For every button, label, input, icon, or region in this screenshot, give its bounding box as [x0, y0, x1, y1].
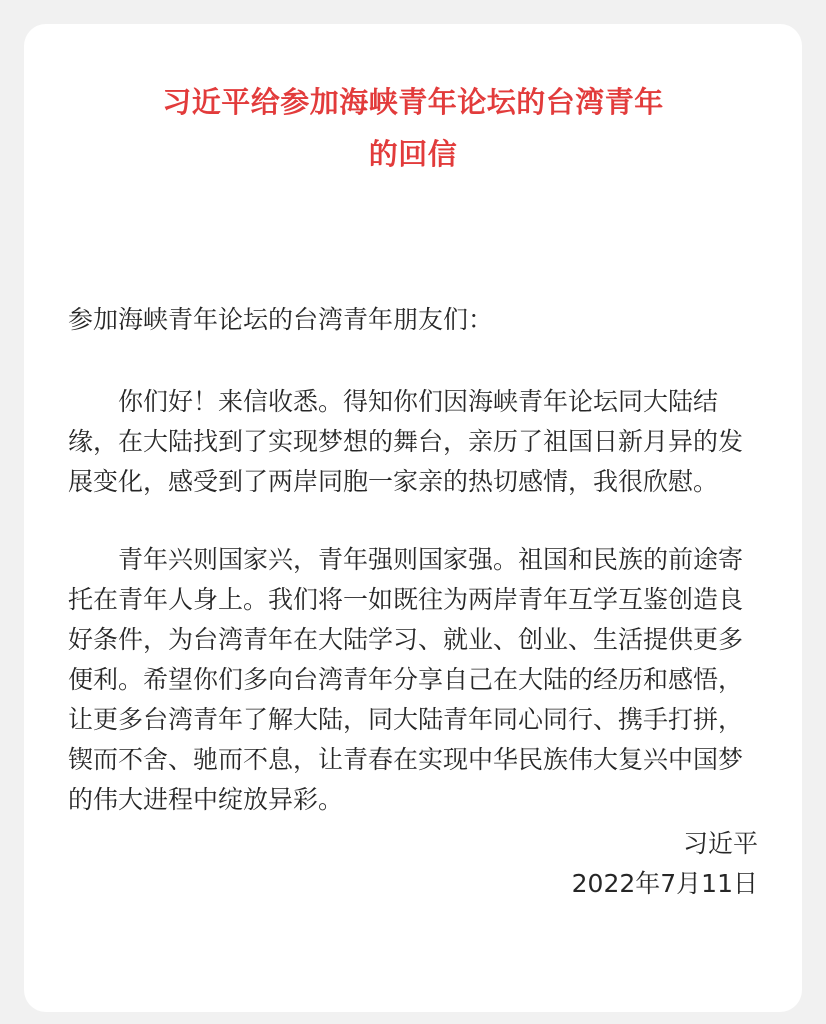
letter-title-line-1: 习近平给参加海峡青年论坛的台湾青年 — [162, 85, 664, 119]
letter-salutation: 参加海峡青年论坛的台湾青年朋友们： — [68, 305, 494, 334]
letter-signature: 习近平 — [682, 829, 758, 858]
letter-title-line-2: 的回信 — [368, 137, 458, 171]
paragraph-line: 你们好！来信收悉。得知你们因海峡青年论坛同大陆结 — [118, 387, 719, 416]
paragraph-line: 锲而不舍、驰而不息，让青春在实现中华民族伟大复兴中国梦 — [68, 745, 744, 774]
paragraph-line: 的伟大进程中绽放异彩。 — [68, 785, 344, 814]
paragraph-line: 好条件，为台湾青年在大陆学习、就业、创业、生活提供更多 — [68, 625, 744, 654]
paragraph-line: 展变化，感受到了两岸同胞一家亲的热切感情，我很欣慰。 — [68, 467, 719, 496]
paragraph-line: 让更多台湾青年了解大陆，同大陆青年同心同行、携手打拼， — [68, 705, 744, 734]
paragraph-line: 便利。希望你们多向台湾青年分享自己在大陆的经历和感悟， — [68, 665, 744, 694]
paragraph-line: 缘，在大陆找到了实现梦想的舞台，亲历了祖国日新月异的发 — [68, 427, 744, 456]
paragraph-line: 青年兴则国家兴，青年强则国家强。祖国和民族的前途寄 — [118, 545, 744, 574]
letter-paragraph-2 — [68, 540, 758, 820]
letter-card — [24, 24, 802, 1012]
letter-title — [68, 24, 758, 180]
letter-date: 2022年7月11日 — [571, 869, 758, 898]
letter-paragraph-1 — [68, 382, 758, 502]
paragraph-line: 托在青年人身上。我们将一如既往为两岸青年互学互鉴创造良 — [68, 585, 744, 614]
